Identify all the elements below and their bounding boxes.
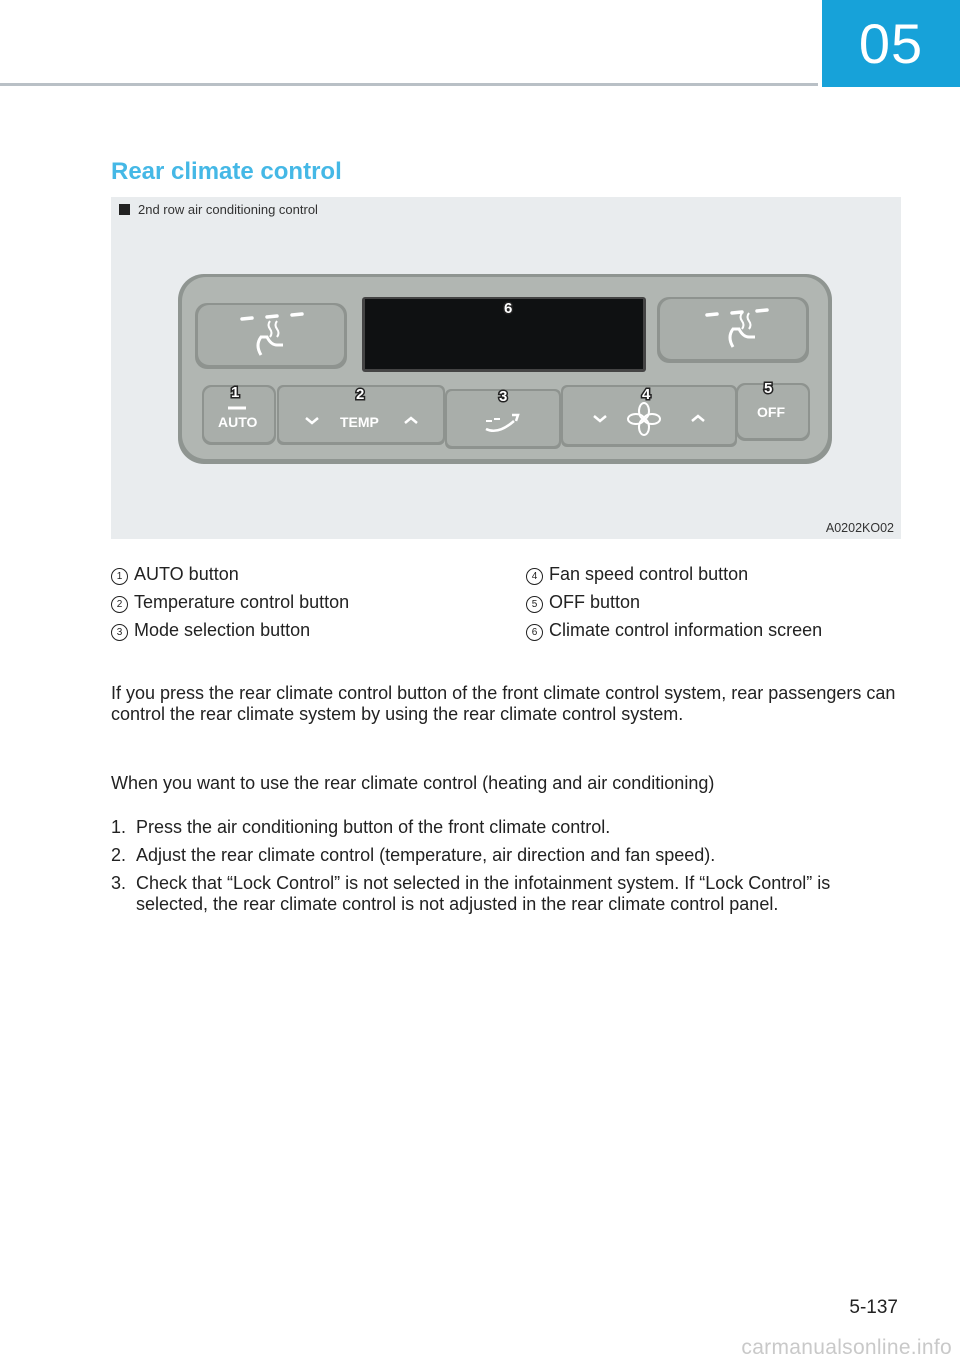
list-item xyxy=(111,845,901,866)
legend-label: Mode selection button xyxy=(134,620,311,640)
square-bullet-icon xyxy=(119,204,130,215)
callout-4: 4 xyxy=(642,386,651,403)
legend-item xyxy=(111,564,526,584)
legend xyxy=(111,564,901,640)
step-text: Press the air conditioning button of the front climate control. xyxy=(136,817,611,837)
page-number: 5-137 xyxy=(849,1297,898,1318)
legend-item xyxy=(526,592,901,612)
circled-number: 6 xyxy=(526,624,543,641)
watermark: carmanualsonline.info xyxy=(741,1336,952,1359)
intro-paragraph: If you press the rear climate control button of the front climate control system, rear passengers can control the rear climate system by using the rear climate control system. xyxy=(111,683,896,724)
auto-button-label: AUTO xyxy=(218,414,258,430)
legend-label: Climate control information screen xyxy=(549,620,823,640)
legend-label: Fan speed control button xyxy=(549,564,749,584)
figure-code: A0202KO02 xyxy=(825,521,894,535)
circled-number: 4 xyxy=(526,568,543,585)
step-number: 1. xyxy=(111,817,127,837)
climate-panel-illustration xyxy=(111,197,901,539)
figure xyxy=(111,197,901,539)
legend-item xyxy=(526,564,901,584)
steps-list xyxy=(111,817,901,922)
seat-heater-right-button xyxy=(657,297,809,363)
legend-label: OFF button xyxy=(549,592,641,612)
seat-heater-left-button xyxy=(195,303,347,369)
legend-label: Temperature control button xyxy=(134,592,350,612)
legend-item xyxy=(111,620,526,640)
callout-2: 2 xyxy=(356,386,365,403)
off-button xyxy=(736,383,810,441)
chapter-tab: 05 xyxy=(822,0,960,87)
legend-label: AUTO button xyxy=(134,564,239,584)
temp-button-label: TEMP xyxy=(340,414,379,430)
circled-number: 1 xyxy=(111,568,128,585)
callout-1: 1 xyxy=(231,384,240,401)
circled-number: 5 xyxy=(526,596,543,613)
header-rule xyxy=(0,83,818,86)
step-number: 3. xyxy=(111,873,127,893)
figure-caption-text: 2nd row air conditioning control xyxy=(138,202,318,217)
legend-item xyxy=(111,592,526,612)
legend-item xyxy=(526,620,901,640)
step-number: 2. xyxy=(111,845,127,865)
off-button-label: OFF xyxy=(757,404,785,420)
callout-5: 5 xyxy=(764,380,773,397)
figure-caption xyxy=(119,202,318,217)
usage-paragraph: When you want to use the rear climate control (heating and air conditioning) xyxy=(111,773,715,793)
section-title: Rear climate control xyxy=(111,158,342,185)
circled-number: 2 xyxy=(111,596,128,613)
callout-6: 6 xyxy=(504,300,513,317)
list-item xyxy=(111,873,901,915)
callout-3: 3 xyxy=(499,388,508,405)
step-text: Check that “Lock Control” is not selected in the infotainment system. If “Lock Control” is selected, the rear climate control is not adjusted in the rear climate control panel. xyxy=(136,873,831,914)
step-text: Adjust the rear climate control (temperature, air direction and fan speed). xyxy=(136,845,716,865)
list-item xyxy=(111,817,901,838)
circled-number: 3 xyxy=(111,624,128,641)
